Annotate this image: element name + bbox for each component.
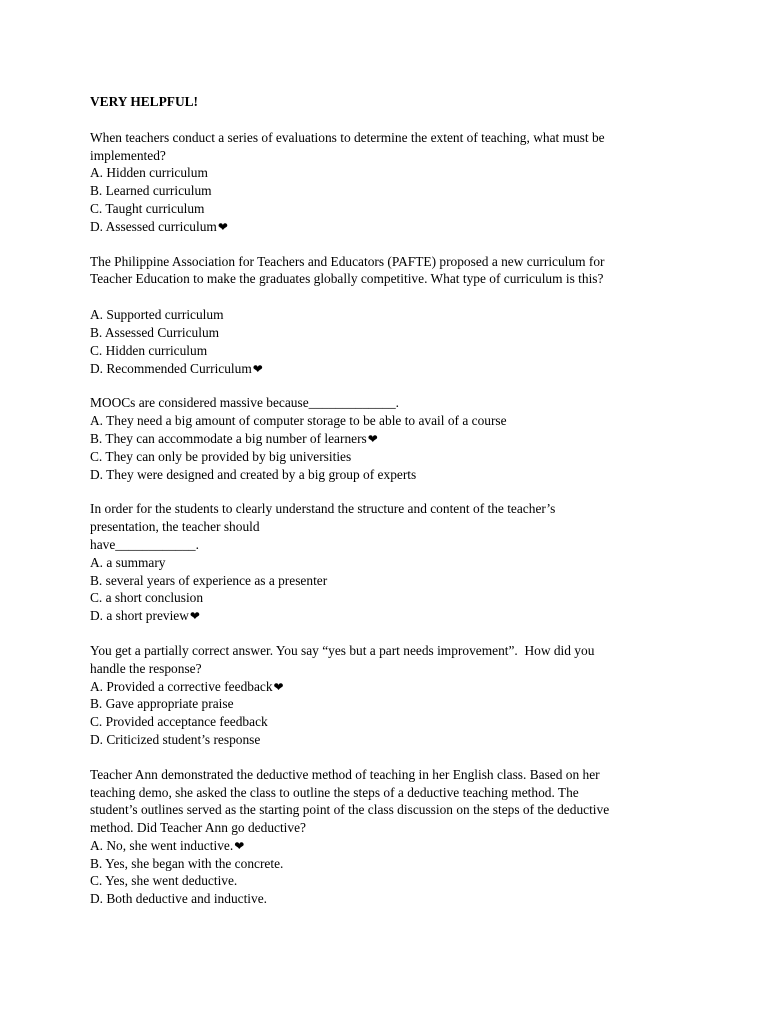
answer-option-b: [90, 695, 690, 713]
answer-option-b: [90, 572, 690, 590]
answer-option-text: D. Assessed curriculum: [90, 218, 217, 234]
answer-option-a: [90, 164, 690, 182]
question-1-stem: [90, 129, 690, 165]
question-stem-line: You get a partially correct answer. You say “yes but a part needs improvement”. How did you: [90, 642, 595, 658]
answer-option-text: A. Provided a corrective feedback: [90, 678, 273, 694]
answer-option-text: A. Supported curriculum: [90, 307, 224, 323]
heart-icon: ❤: [189, 609, 200, 624]
answer-option-text: B. Assessed Curriculum: [90, 324, 220, 340]
question-2: [90, 253, 690, 378]
answer-option-text: D. Criticized student’s response: [90, 731, 261, 747]
question-stem-line: method. Did Teacher Ann go deductive?: [90, 820, 306, 836]
answer-option-text: C. a short conclusion: [90, 590, 204, 606]
question-stem-line: Teacher Ann demonstrated the deductive method of teaching in her English class. Based on her: [90, 766, 600, 782]
answer-option-a: [90, 412, 690, 430]
answer-option-text: D. Both deductive and inductive.: [90, 891, 268, 907]
answer-option-b: [90, 855, 690, 873]
question-1-options: [90, 164, 690, 235]
answer-option-a: [90, 554, 690, 572]
answer-option-text: C. They can only be provided by big universities: [90, 448, 352, 464]
question-3-stem: [90, 394, 690, 412]
answer-option-text: B. Yes, she began with the concrete.: [90, 855, 284, 871]
answer-option-text: A. a summary: [90, 554, 166, 570]
answer-option-b: [90, 430, 690, 448]
question-5: [90, 642, 690, 749]
answer-option-a: [90, 306, 690, 324]
question-stem-line: student’s outlines served as the starting point of the class discussion on the steps of the deductive: [90, 802, 610, 818]
question-3-options: [90, 412, 690, 483]
answer-option-b: [90, 182, 690, 200]
question-4: [90, 500, 690, 625]
question-stem-line: implemented?: [90, 147, 166, 163]
document-page: [90, 93, 690, 925]
question-4-stem: [90, 500, 690, 553]
answer-option-d: [90, 731, 690, 749]
heart-icon: ❤: [252, 361, 263, 376]
answer-option-text: C. Yes, she went deductive.: [90, 873, 238, 889]
answer-option-text: C. Provided acceptance feedback: [90, 714, 268, 730]
answer-option-c: [90, 200, 690, 218]
question-stem-line: In order for the students to clearly understand the structure and content of the teacher’s: [90, 501, 556, 517]
answer-option-b: [90, 324, 690, 342]
answer-option-text: A. They need a big amount of computer storage to be able to avail of a course: [90, 413, 507, 429]
answer-option-text: D. They were designed and created by a big group of experts: [90, 466, 417, 482]
question-6: [90, 766, 690, 908]
question-stem-line: Teacher Education to make the graduates globally competitive. What type of curriculum is this?: [90, 271, 604, 287]
answer-option-c: [90, 589, 690, 607]
answer-option-text: A. Hidden curriculum: [90, 165, 208, 181]
answer-option-d: [90, 466, 690, 484]
heart-icon: ❤: [217, 219, 228, 234]
question-5-options: [90, 678, 690, 749]
answer-option-d: [90, 890, 690, 908]
question-2-options: [90, 306, 690, 377]
answer-option-c: [90, 872, 690, 890]
answer-option-c: [90, 713, 690, 731]
question-stem-line: MOOCs are considered massive because_____________.: [90, 395, 400, 411]
question-stem-line: have____________.: [90, 536, 199, 552]
answer-option-d: [90, 218, 690, 236]
answer-option-text: A. No, she went inductive.: [90, 837, 234, 853]
answer-option-text: B. Learned curriculum: [90, 183, 212, 199]
answer-option-a: [90, 837, 690, 855]
answer-option-d: [90, 360, 690, 378]
answer-option-text: B. several years of experience as a presenter: [90, 572, 328, 588]
heart-icon: ❤: [273, 679, 284, 694]
answer-option-text: C. Taught curriculum: [90, 200, 205, 216]
answer-option-a: [90, 678, 690, 696]
question-1: [90, 129, 690, 236]
document-heading: VERY HELPFUL!: [90, 94, 199, 109]
heart-icon: ❤: [234, 838, 245, 853]
answer-option-c: [90, 448, 690, 466]
answer-option-text: C. Hidden curriculum: [90, 342, 208, 358]
question-stem-line: teaching demo, she asked the class to outline the steps of a deductive teaching method. The: [90, 784, 579, 800]
answer-option-text: D. a short preview: [90, 608, 189, 624]
question-stem-line: presentation, the teacher should: [90, 519, 260, 535]
question-5-stem: [90, 642, 690, 678]
question-stem-line: When teachers conduct a series of evaluations to determine the extent of teaching, what must be: [90, 129, 605, 145]
answer-option-d: [90, 607, 690, 625]
answer-option-c: [90, 342, 690, 360]
question-2-stem: [90, 253, 690, 289]
question-6-stem: [90, 766, 690, 837]
question-stem-line: The Philippine Association for Teachers and Educators (PAFTE) proposed a new curriculum for: [90, 253, 605, 269]
answer-option-text: B. They can accommodate a big number of learners: [90, 430, 367, 446]
question-6-options: [90, 837, 690, 908]
answer-option-text: B. Gave appropriate praise: [90, 696, 234, 712]
question-4-options: [90, 554, 690, 625]
question-3: [90, 394, 690, 483]
answer-option-text: D. Recommended Curriculum: [90, 360, 252, 376]
question-stem-line: handle the response?: [90, 660, 202, 676]
heart-icon: ❤: [367, 431, 378, 446]
